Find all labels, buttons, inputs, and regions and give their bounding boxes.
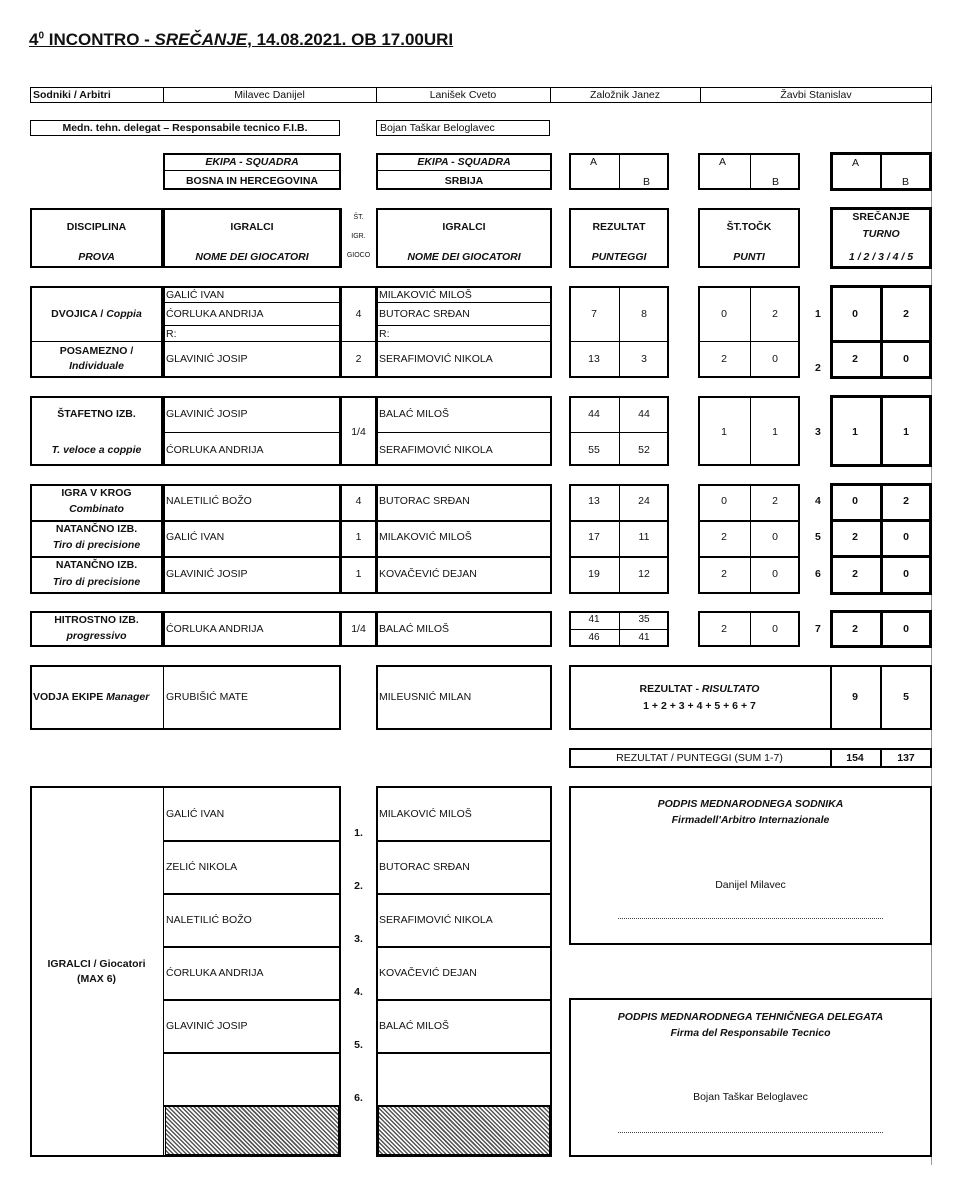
discipline-name: POSAMEZNO / [59, 345, 134, 357]
manager-label: VODJA EKIPE Manager [33, 691, 150, 703]
sum-label: REZULTAT / PUNTEGGI (SUM 1-7) [616, 752, 783, 764]
total-label: REZULTAT - RISULTATO [639, 683, 760, 695]
sum-a: 154 [846, 752, 864, 764]
delegate-label: Medn. tehn. delegat – Responsabile tecnico F.I.B. [62, 122, 308, 134]
page-title: $4^0$ INCONTRO - SREČANJE, 14.08.2021. OB 17.00URI [29, 30, 454, 49]
referee-name: Lanišek Cveto [429, 89, 497, 101]
manager-a: GRUBIŠIĆ MATE [166, 691, 249, 703]
referees-label: Sodniki / Arbitri [33, 89, 111, 101]
team-b-name: SRBIJA [444, 175, 484, 187]
roster-label-max: (MAX 6) [76, 973, 117, 985]
total-formula: 1 + 2 + 3 + 4 + 5 + 6 + 7 [643, 700, 756, 712]
discipline-name-it: Individuale [69, 360, 124, 372]
total-a: 9 [852, 691, 858, 703]
referee-name: Milavec Danijel [234, 89, 305, 101]
sum-b: 137 [897, 752, 915, 764]
discipline-name: DVOJICA / Coppia [51, 308, 142, 320]
team-a-header: EKIPA - SQUADRA [205, 156, 299, 168]
roster-label: IGRALCI / Giocatori [47, 958, 146, 970]
total-b: 5 [903, 691, 909, 703]
team-b-header: EKIPA - SQUADRA [417, 156, 511, 168]
referee-name: Založnik Janez [589, 89, 661, 101]
delegate-name: Bojan Taškar Beloglavec [380, 122, 495, 134]
signature-delegate-name: Bojan Taškar Beloglavec [693, 1091, 808, 1103]
manager-b: MILEUSNIĆ MILAN [379, 691, 472, 703]
team-a-name: BOSNA IN HERCEGOVINA [185, 175, 319, 187]
referee-name: Žavbi Stanislav [780, 89, 852, 101]
signature-referee-name: Danijel Milavec [715, 879, 786, 891]
